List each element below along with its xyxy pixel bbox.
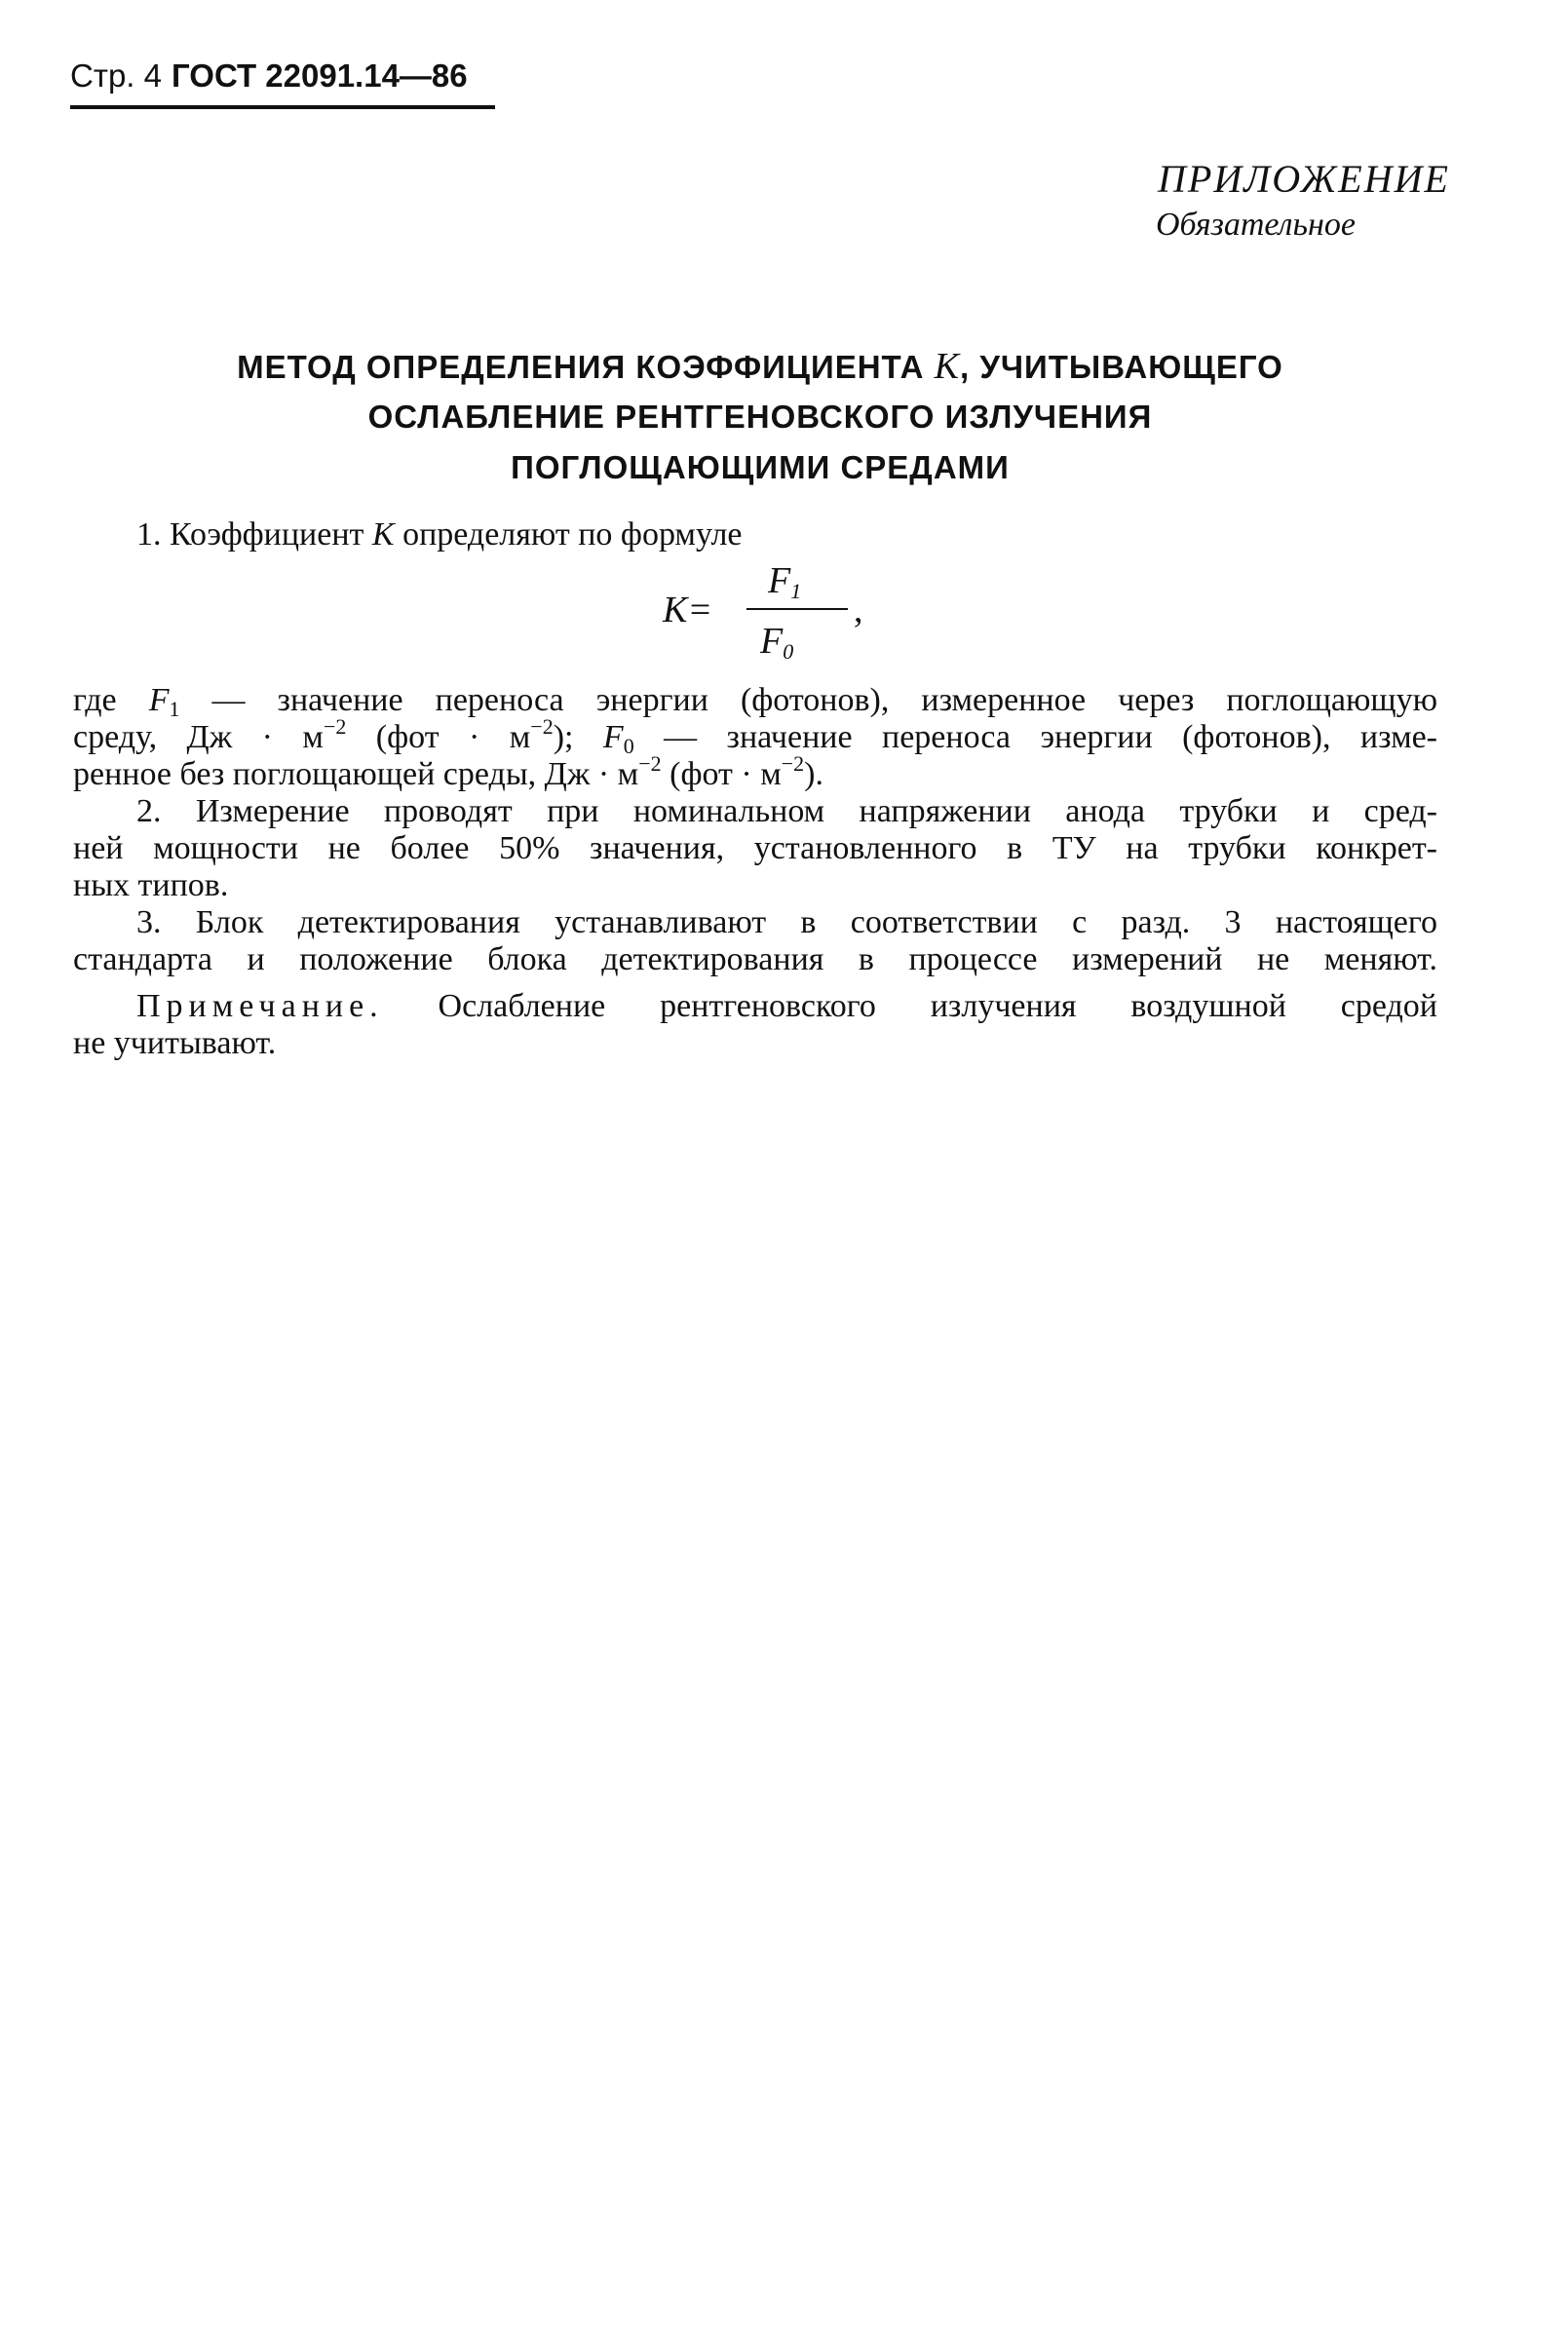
formula	[653, 559, 906, 667]
page-number: Стр. 4	[70, 57, 162, 94]
item-3-line-2: стандарта и положение блока детектирования в процессе измерений не меняют.	[73, 941, 1437, 977]
definition-line-2: среду, Дж · $м^{-2}$ $(фот \cdot м^{-2})$; $F_0$ — значение переноса энергии (фотонов), изме-	[73, 714, 1437, 758]
item-2-line-2: ней мощности не более 50% значения, установленного в ТУ на трубки конкрет-	[73, 830, 1437, 866]
title-line-2: ОСЛАБЛЕНИЕ РЕНТГЕНОВСКОГО ИЗЛУЧЕНИЯ	[367, 399, 1153, 435]
appendix-label: ПРИЛОЖЕНИЕ	[1158, 157, 1450, 201]
formula-numerator: $F_1$	[768, 560, 802, 603]
header-rule	[70, 105, 495, 109]
item-2-line-3: ных типов.	[73, 867, 229, 903]
title-line-1: МЕТОД ОПРЕДЕЛЕНИЯ КОЭФФИЦИЕНТА K, УЧИТЫВАЮЩЕГО	[237, 346, 1283, 387]
appendix-status: Обязательное	[1156, 207, 1356, 243]
note-line-2: не учитывают.	[73, 1025, 277, 1061]
standard-number: ГОСТ 22091.14—86	[172, 57, 468, 94]
note-line-1: Примечание. Ослабление рентгеновского излучения воздушной средой	[136, 988, 1437, 1024]
definition-line-3: ренное без поглощающей среды, Дж · $м^{-2}$ $(фот \cdot м^{-2})$.	[73, 751, 823, 792]
title-line-3: ПОГЛОЩАЮЩИМИ СРЕДАМИ	[511, 449, 1010, 485]
fraction-bar	[746, 608, 848, 610]
page-header	[70, 57, 495, 95]
note-label: Примечание.	[136, 988, 384, 1024]
definition-line-1: где $F_1$ — значение переноса энергии (фотонов), измеренное через поглощающую	[73, 682, 1437, 721]
item-2-line-1: 2. Измерение проводят при номинальном напряжении анода трубки и сред-	[136, 793, 1437, 829]
item-3-line-1: 3. Блок детектирования устанавливают в соответствии с разд. 3 настоящего	[136, 904, 1437, 940]
formula-denominator: $F_0$	[760, 621, 794, 664]
item-1-text: 1. Коэффициент K определяют по формуле	[136, 516, 743, 553]
title-variable: K	[934, 346, 960, 387]
formula-comma: ,	[854, 590, 863, 630]
formula-lhs: K=	[663, 590, 712, 630]
